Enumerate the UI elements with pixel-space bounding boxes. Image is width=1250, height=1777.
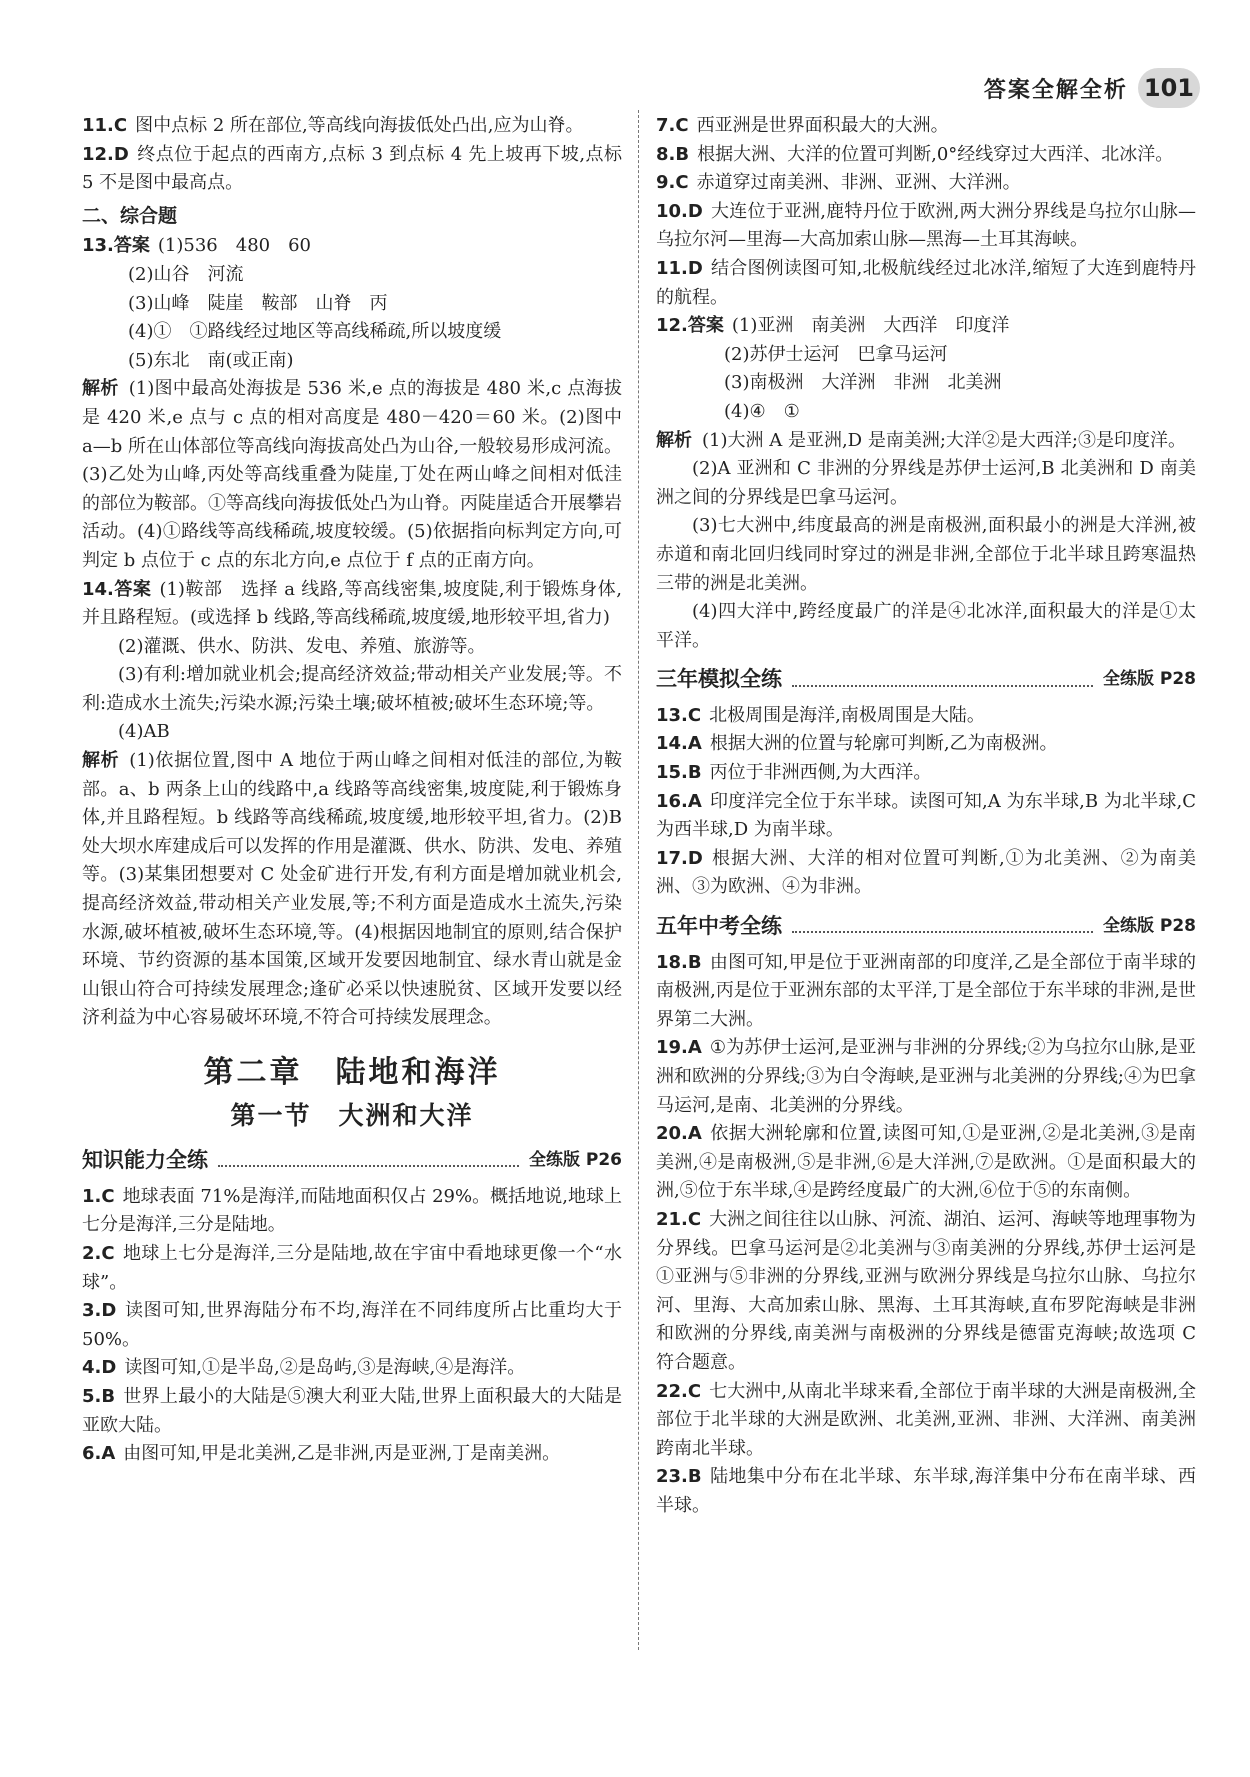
question-item: 13.C 北极周围是海洋,南极周围是大陆。 bbox=[656, 704, 985, 726]
column-divider bbox=[638, 110, 639, 1650]
question-item: 19.A ①为苏伊士运河,是亚洲与非洲的分界线;②为乌拉尔山脉,是亚洲和欧洲的分界线;③为白令海峡,是亚洲与北美洲的分界线;④为巴拿马运河,是南、北美洲的分界线。 bbox=[656, 1037, 1196, 1116]
answer-line: (4)AB bbox=[118, 721, 170, 743]
page-reference: 全练版 P28 bbox=[1102, 916, 1196, 937]
question-item: 9.C 赤道穿过南美洲、非洲、亚洲、大洋洲。 bbox=[656, 172, 1021, 194]
analysis-line: (4)四大洋中,跨经度最广的洋是④北冰洋,面积最大的洋是①太平洋。 bbox=[656, 601, 1196, 651]
question-item: 23.B 陆地集中分布在北半球、东半球,海洋集中分布在南半球、西半球。 bbox=[656, 1466, 1196, 1516]
right-column bbox=[656, 112, 1196, 1521]
answer-line: (4)④ ① bbox=[724, 400, 800, 422]
answer-line: (2)山谷 河流 bbox=[128, 263, 244, 285]
answer-line: (4)① ①路线经过地区等高线稀疏,所以坡度缓 bbox=[128, 321, 502, 343]
exercise-section-header bbox=[656, 912, 1196, 941]
question-item: 20.A 依据大洲轮廓和位置,读图可知,①是亚洲,②是北美洲,③是南美洲,④是南极洲,⑤是非洲,⑥是大洋洲,⑦是欧洲。①是面积最大的洲,⑤位于东半球,④是跨经度最广的大洲,⑥位于⑤的东南侧。 bbox=[656, 1123, 1196, 1202]
left-column bbox=[82, 112, 622, 1469]
analysis-line: (2)A 亚洲和 C 非洲的分界线是苏伊士运河,B 北美洲和 D 南美洲之间的分界线是巴拿马运河。 bbox=[656, 458, 1196, 508]
question-item: 12.答案 (1)亚洲 南美洲 大西洋 印度洋 bbox=[656, 315, 1010, 337]
question-item: 2.C 地球上七分是海洋,三分是陆地,故在宇宙中看地球更像一个“水球”。 bbox=[82, 1242, 622, 1293]
question-item: 17.D 根据大洲、大洋的相对位置可判断,①为北美洲、②为南美洲、③为欧洲、④为非洲。 bbox=[656, 847, 1196, 898]
question-item: 22.C 七大洲中,从南北半球来看,全部位于南半球的大洲是南极洲,全部位于北半球的大洲是欧洲、北美洲,亚洲、非洲、大洋洲、南美洲跨南北半球。 bbox=[656, 1380, 1196, 1459]
question-item: 11.D 结合图例读图可知,北极航线经过北冰洋,缩短了大连到鹿特丹的航程。 bbox=[656, 257, 1196, 308]
question-item: 3.D 读图可知,世界海陆分布不均,海洋在不同纬度所占比重均大于 50%。 bbox=[82, 1300, 622, 1350]
answer-line: (5)东北 南(或正南) bbox=[128, 349, 294, 371]
analysis-line: (3)七大洲中,纬度最高的洲是南极洲,面积最小的洲是大洋洲,被赤道和南北回归线同时穿过的洲是非洲,全部位于北半球且跨寒温热三带的洲是北美洲。 bbox=[656, 515, 1196, 594]
page-header bbox=[984, 66, 1200, 110]
question-item: 4.D 读图可知,①是半岛,②是岛屿,③是海峡,④是海洋。 bbox=[82, 1357, 526, 1379]
page-number: 101 bbox=[1138, 68, 1200, 108]
answer-line: (2)苏伊士运河 巴拿马运河 bbox=[724, 343, 948, 365]
exercise-section-title: 五年中考全练 bbox=[656, 914, 782, 939]
answer-line: (3)山峰 陡崖 鞍部 山脊 丙 bbox=[128, 292, 388, 314]
analysis: 解析 (1)依据位置,图中 A 地位于两山峰之间相对低洼的部位,为鞍部。a、b 两条上山的线路中,a 线路等高线密集,坡度陡,利于锻炼身体,并且路程短。b 线路等高线稀疏,坡度缓,地形较平坦,省力。(2)B 处大坝水库建成后可以发挥的作用是灌溉、供水、防洪、发电、养殖等。(3)某集团想要对 C 处金矿进行开发,有利方面是增加就业机会,提高经济效益,带动相关产业发展,等;不利方面是造成水土流失,污染水源,破坏植被,破坏生态环境,等。(4)根据因地制宜的原则,结合保护环境、节约资源的基本国策,区域开发要因地制宜、绿水青山就是金山银山符合可持续发展理念;逢矿必采以快速脱贫、区域开发要以经济利益为中心容易破坏环境,不符合可持续发展理念。 bbox=[82, 750, 623, 1029]
question-item: 6.A 由图可知,甲是北美洲,乙是非洲,丙是亚洲,丁是南美洲。 bbox=[82, 1443, 561, 1465]
question-item: 18.B 由图可知,甲是位于亚洲南部的印度洋,乙是全部位于南半球的南极洲,丙是位于亚洲东部的太平洋,丁是全部位于东半球的非洲,是世界第二大洲。 bbox=[656, 951, 1196, 1030]
exercise-section-header bbox=[656, 665, 1196, 694]
chapter-title: 第二章 陆地和海洋 bbox=[203, 1055, 501, 1090]
question-item: 21.C 大洲之间往往以山脉、河流、湖泊、运河、海峡等地理事物为分界线。巴拿马运河是②北美洲与③南美洲的分界线,苏伊士运河是①亚洲与⑤非洲的分界线,亚洲与欧洲分界线是乌拉尔山脉、乌拉尔河、里海、大高加索山脉、黑海、土耳其海峡,直布罗陀海峡是非洲和欧洲的分界线,南美洲与南极洲的分界线是德雷克海峡;故选项 C 符合题意。 bbox=[656, 1208, 1196, 1373]
page-reference: 全练版 P28 bbox=[1102, 669, 1196, 690]
section-heading: 二、综合题 bbox=[82, 204, 178, 227]
question-item: 7.C 西亚洲是世界面积最大的大洲。 bbox=[656, 115, 949, 136]
page-reference: 全练版 P26 bbox=[528, 1150, 622, 1171]
exercise-section-title: 三年模拟全练 bbox=[656, 667, 782, 692]
answer-line: (2)灌溉、供水、防洪、发电、养殖、旅游等。 bbox=[118, 635, 486, 657]
answer-line: (3)有利:增加就业机会;提高经济效益;带动相关产业发展;等。不利:造成水土流失;污染水源;污染土壤;破坏植被;破坏生态环境;等。 bbox=[82, 664, 622, 714]
dotted-leader bbox=[792, 673, 1093, 687]
question-item: 10.D 大连位于亚洲,鹿特丹位于欧洲,两大洲分界线是乌拉尔山脉—乌拉尔河—里海—大高加索山脉—黑海—土耳其海峡。 bbox=[656, 200, 1196, 251]
header-title: 答案全解全析 bbox=[983, 77, 1128, 103]
section-title: 第一节 大洲和大洋 bbox=[230, 1100, 474, 1130]
question-item: 5.B 世界上最小的大陆是⑤澳大利亚大陆,世界上面积最大的大陆是亚欧大陆。 bbox=[82, 1385, 622, 1436]
analysis: 解析 (1)图中最高处海拔是 536 米,e 点的海拔是 480 米,c 点海拔是 420 米,e 点与 c 点的相对高度是 480－420＝60 米。(2)图中 a—b 所在山体部位等高线向海拔高处凸为山谷,一般较易形成河流。(3)乙处为山峰,丙处等高线重叠为陡崖,丁处在两山峰之间相对低洼的部位为鞍部。①等高线向海拔低处凸为山脊。丙陡崖适合开展攀岩活动。(4)①路线等高线稀疏,坡度较缓。(5)依据指向标判定方向,可判定 b 点位于 c 点的东北方向,e 点位于 f 点的正南方向。 bbox=[82, 378, 623, 571]
question-item: 14.A 根据大洲的位置与轮廓可判断,乙为南极洲。 bbox=[656, 733, 1058, 755]
question-item: 13.答案 (1)536 480 60 bbox=[82, 235, 312, 257]
dotted-leader bbox=[792, 919, 1093, 933]
question-item: 1.C 地球表面 71%是海洋,而陆地面积仅占 29%。概括地说,地球上七分是海洋,三分是陆地。 bbox=[82, 1185, 622, 1236]
question-item: 16.A 印度洋完全位于东半球。读图可知,A 为东半球,B 为北半球,C 为西半球,D 为南半球。 bbox=[656, 790, 1196, 841]
analysis: 解析 (1)大洲 A 是亚洲,D 是南美洲;大洋②是大西洋;③是印度洋。 bbox=[656, 429, 1186, 451]
dotted-leader bbox=[218, 1153, 519, 1167]
exercise-section-title: 知识能力全练 bbox=[82, 1148, 208, 1173]
question-item: 14.答案 (1)鞍部 选择 a 线路,等高线密集,坡度陡,利于锻炼身体,并且路程短。(或选择 b 线路,等高线稀疏,坡度缓,地形较平坦,省力) bbox=[82, 578, 623, 629]
question-item: 8.B 根据大洲、大洋的位置可判断,0°经线穿过大西洋、北冰洋。 bbox=[656, 143, 1174, 165]
question-item: 12.D 终点位于起点的西南方,点标 3 到点标 4 先上坡再下坡,点标 5 不是图中最高点。 bbox=[82, 143, 622, 194]
question-item: 11.C 图中点标 2 所在部位,等高线向海拔低处凸出,应为山脊。 bbox=[82, 115, 584, 136]
question-item: 15.B 丙位于非洲西侧,为大西洋。 bbox=[656, 762, 932, 784]
answer-line: (3)南极洲 大洋洲 非洲 北美洲 bbox=[724, 372, 1002, 394]
exercise-section-header bbox=[82, 1146, 622, 1175]
